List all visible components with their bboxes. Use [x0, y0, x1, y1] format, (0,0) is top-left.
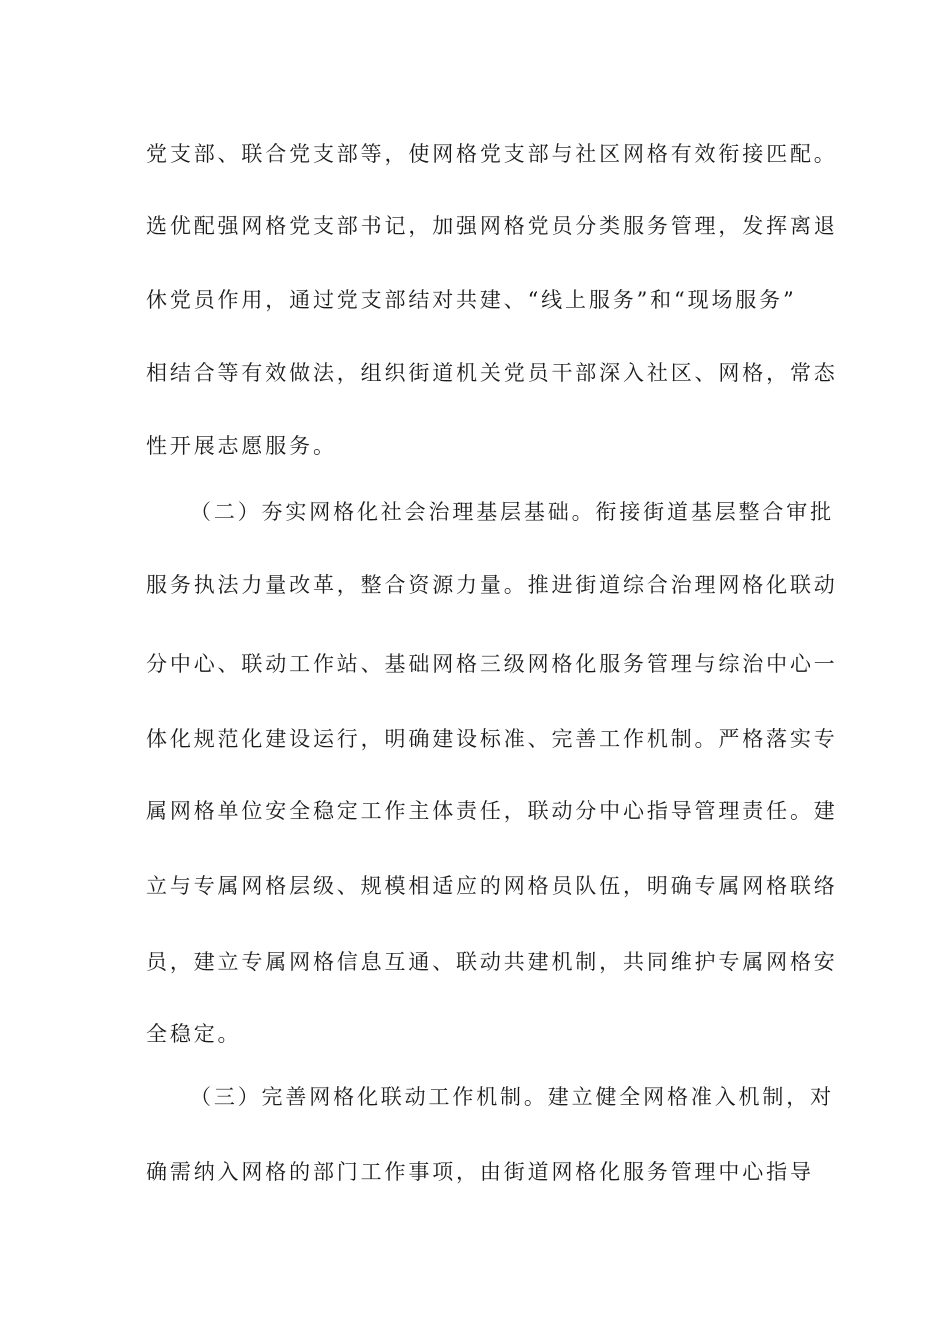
text-line: 属网格单位安全稳定工作主体责任，联动分中心指导管理责任。建	[146, 799, 838, 823]
text-line: 党支部、联合党支部等，使网格党支部与社区网格有效衔接匹配。	[146, 142, 838, 166]
text-line: 选优配强网格党支部书记，加强网格党员分类服务管理，发挥离退	[146, 214, 838, 238]
text-line: 体化规范化建设运行，明确建设标准、完善工作机制。严格落实专	[146, 727, 838, 751]
text-line: 立与专属网格层级、规模相适应的网格员队伍，明确专属网格联络	[146, 874, 838, 898]
text-line: 全稳定。	[146, 1022, 242, 1046]
text-line: 确需纳入网格的部门工作事项，由街道网格化服务管理中心指导	[146, 1160, 814, 1184]
text-line: 相结合等有效做法，组织街道机关党员干部深入社区、网格，常态	[146, 361, 838, 385]
section-heading-line: （三）完善网格化联动工作机制。建立健全网格准入机制，对	[190, 1085, 834, 1109]
text-line: 员，建立专属网格信息互通、联动共建机制，共同维护专属网格安	[146, 950, 838, 974]
text-line: 分中心、联动工作站、基础网格三级网格化服务管理与综治中心一	[146, 652, 838, 676]
section-heading-line: （二）夯实网格化社会治理基层基础。衔接街道基层整合审批	[190, 500, 834, 524]
text-line: 服务执法力量改革，整合资源力量。推进街道综合治理网格化联动	[146, 573, 838, 597]
text-line: 性开展志愿服务。	[146, 434, 337, 458]
text-line: 休党员作用，通过党支部结对共建、“线上服务”和“现场服务”	[146, 288, 797, 312]
